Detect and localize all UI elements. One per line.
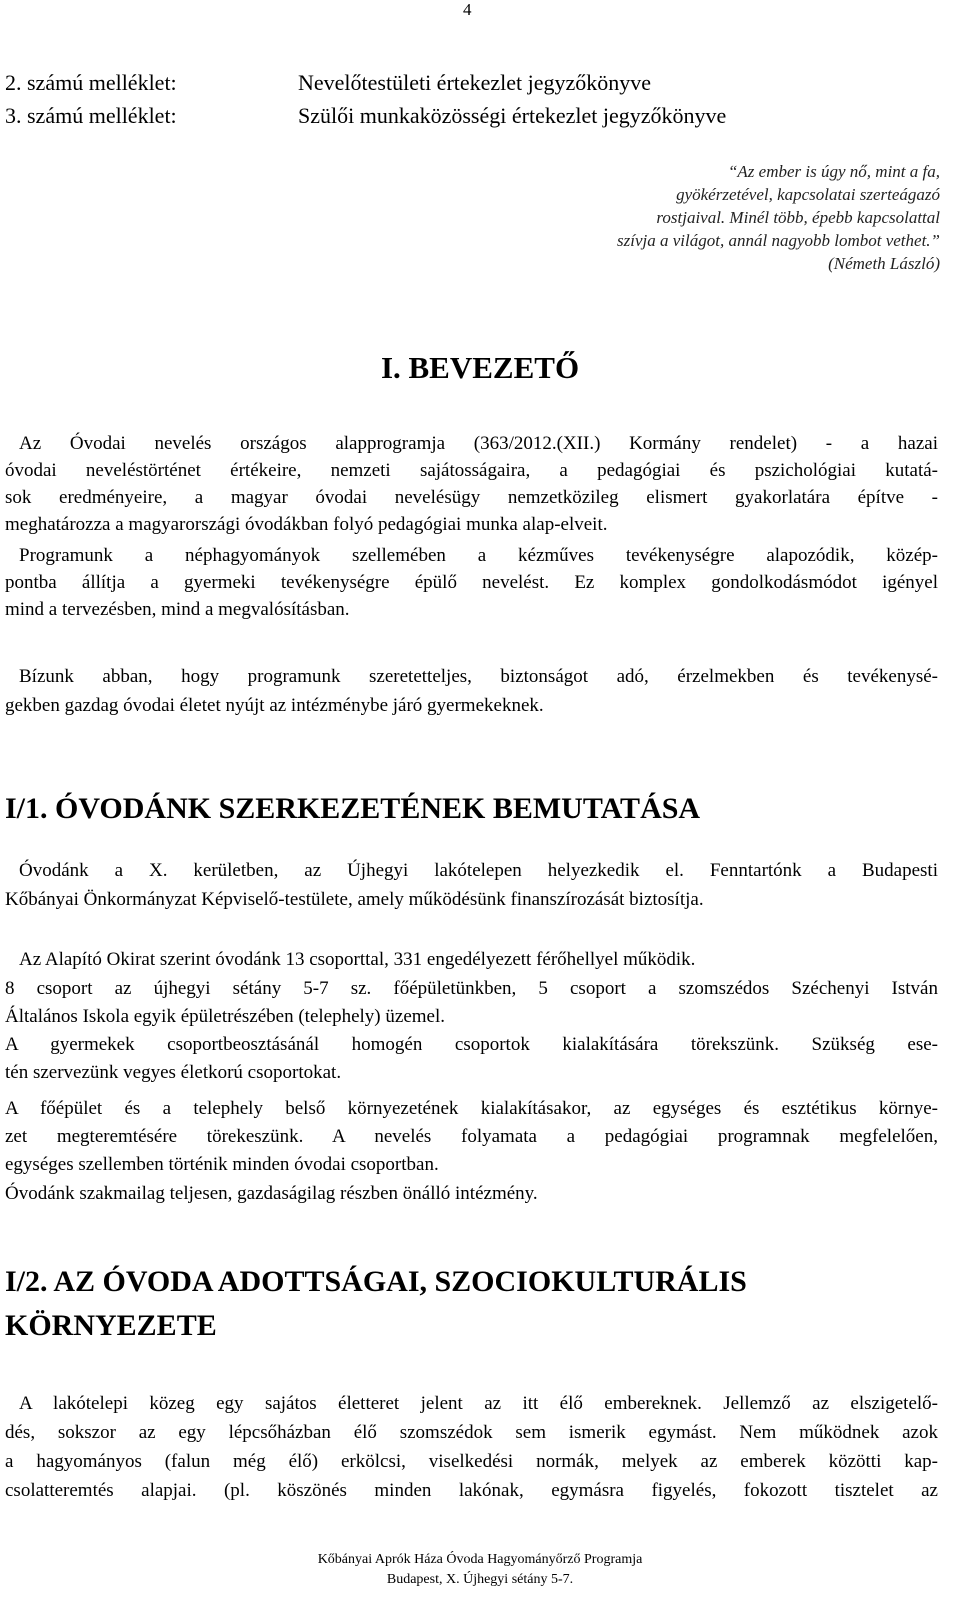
paragraph-line: mind a tervezésben, mind a megvalósításban. <box>5 599 350 620</box>
paragraph-line: sok eredményeire, a magyar óvodai nevelésügy nemzetközileg elismert gyakorlatára építve - <box>5 487 938 508</box>
epigraph-quote <box>617 160 940 275</box>
page-number: 4 <box>463 0 472 19</box>
footer-program-name: Kőbányai Aprók Háza Óvoda Hagyományőrző Programja <box>317 1552 643 1567</box>
section-heading: I/2. AZ ÓVODA ADOTTSÁGAI, SZOCIOKULTURÁLIS <box>5 1265 747 1298</box>
paragraph-line: tén szervezünk vegyes életkorú csoportokat. <box>5 1062 342 1083</box>
page-footer <box>0 1550 960 1590</box>
annex-title: Nevelőtestületi értekezlet jegyzőkönyve <box>298 70 652 95</box>
paragraph-line: A főépület és a telephely belső környezetének kialakításakor, az egységes és esztétikus környe- <box>5 1098 938 1119</box>
paragraph-line: Kőbányai Önkormányzat Képviselő-testülete, amely működésünk finanszírozását biztosítja. <box>5 889 704 910</box>
paragraph-line: A gyermekek csoportbeosztásánál homogén csoportok kialakítására törekszünk. Szükség ese- <box>5 1034 938 1055</box>
paragraph-line: A lakótelepi közeg egy sajátos életteret jelent az itt élő embereknek. Jellemző az elszigetelő- <box>19 1393 938 1414</box>
paragraph-line: Programunk a néphagyományok szellemében a kézműves tevékenységre alapozódik, közép- <box>19 545 938 566</box>
footer-address: Budapest, X. Újhegyi sétány 5-7. <box>386 1572 574 1587</box>
paragraph-line: csolatteremtés alapjai. (pl. köszönés minden lakónak, egymásra figyelés, fokozott tisztelet az <box>5 1480 938 1501</box>
paragraph-line: Az Alapító Okirat szerint óvodánk 13 csoporttal, 331 engedélyezett férőhellyel működik. <box>19 949 696 970</box>
quote-author: (Németh László) <box>828 254 940 273</box>
quote-line: gyökérzetével, kapcsolatai szerteágazó <box>676 185 940 204</box>
section-heading-continued: KÖRNYEZETE <box>5 1309 217 1342</box>
paragraph-line: a hagyományos (falun még élő) erkölcsi, viselkedési normák, melyek az emberek közötti kap- <box>5 1451 938 1472</box>
paragraph-line: 8 csoport az újhegyi sétány 5-7 sz. főépületünkben, 5 csoport a szomszédos Széchenyi István <box>5 978 938 999</box>
paragraph-line: óvodai neveléstörténet értékeire, nemzeti sajátosságaira, a pedagógiai és pszichológiai kutatá- <box>5 460 938 481</box>
paragraph-line: Óvodánk szakmailag teljesen, gazdaságilag részben önálló intézmény. <box>5 1183 538 1204</box>
paragraph-line: meghatározza a magyarországi óvodákban folyó pedagógiai munka alap-elveit. <box>5 514 608 535</box>
annex-label: 3. számú melléklet: <box>5 103 177 128</box>
paragraph-line: gekben gazdag óvodai életet nyújt az intézménybe járó gyermekeknek. <box>5 695 544 716</box>
paragraph-line: Az Óvodai nevelés országos alapprogramja (363/2012.(XII.) Kormány rendelet) - a hazai <box>19 433 938 454</box>
paragraph-line: dés, sokszor az egy lépcsőházban élő szomszédok sem ismerik egymást. Nem működnek azok <box>5 1422 938 1443</box>
paragraph-line: egységes szellemben történik minden óvodai csoportban. <box>5 1154 439 1175</box>
intro-heading: I. BEVEZETŐ <box>380 350 580 385</box>
paragraph-line: Általános Iskola egyik épületrészében (telephely) üzemel. <box>5 1006 445 1027</box>
annex-title: Szülői munkaközösségi értekezlet jegyzőkönyve <box>298 103 727 128</box>
quote-line: szívja a világot, annál nagyobb lombot vethet.” <box>617 231 940 250</box>
paragraph-line: pontba állítja a gyermeki tevékenységre épülő nevelést. Ez komplex gondolkodásmódot igényel <box>5 572 938 593</box>
annex-label: 2. számú melléklet: <box>5 70 177 95</box>
paragraph-line: zet megteremtésére törekeszünk. A nevelés folyamata a pedagógiai programnak megfelelően, <box>5 1126 938 1147</box>
paragraph-line: Óvodánk a X. kerületben, az Újhegyi lakótelepen helyezkedik el. Fenntartónk a Budapesti <box>19 860 938 881</box>
quote-line: “Az ember is úgy nő, mint a fa, <box>727 162 940 181</box>
paragraph-line: Bízunk abban, hogy programunk szeretetteljes, biztonságot adó, érzelmekben és tevékenysé- <box>19 666 938 687</box>
section-heading: I/1. ÓVODÁNK SZERKEZETÉNEK BEMUTATÁSA <box>5 792 701 825</box>
quote-line: rostjaival. Minél több, épebb kapcsolattal <box>656 208 940 227</box>
